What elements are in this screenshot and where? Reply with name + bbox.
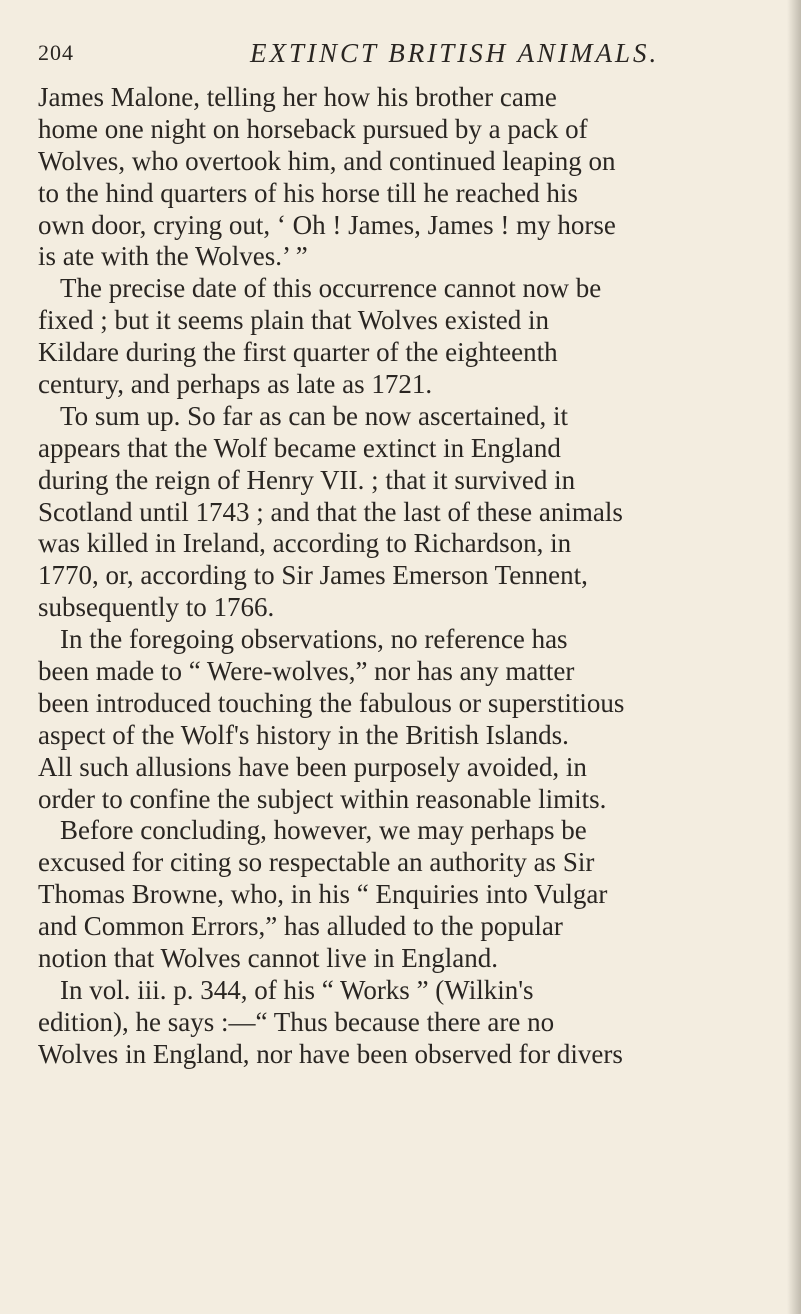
page-edge-shadow (787, 0, 801, 1314)
text-line: James Malone, telling her how his brother came (38, 82, 557, 112)
text-line: Wolves in England, nor have been observed for divers (38, 1038, 623, 1069)
text-line: The precise date of this occurrence cannot now be (60, 273, 602, 304)
page-number: 204 (38, 40, 74, 65)
text-line: subsequently to 1766. (38, 592, 275, 623)
text-line: notion that Wolves cannot live in England. (38, 943, 499, 974)
text-line: Kildare during the first quarter of the eighteenth (38, 337, 558, 368)
text-line: Wolves, who overtook him, and continued leaping on (38, 145, 616, 176)
text-line: appears that the Wolf became extinct in England (38, 432, 561, 463)
text-line: Before concluding, however, we may perhaps be (60, 815, 587, 846)
text-line: to the hind quarters of his horse till he reached his (38, 177, 578, 208)
text-line: been made to “ Were-wolves,” nor has any matter (38, 656, 575, 687)
text-line: home one night on horseback pursued by a pack of (38, 113, 588, 144)
text-line: In vol. iii. p. 344, of his “ Works ” (Wilkin's (60, 974, 534, 1005)
text-line: edition), he says :—“ Thus because there are no (38, 1006, 555, 1037)
text-line: was killed in Ireland, according to Richardson, in (38, 528, 572, 559)
text-line: Thomas Browne, who, in his “ Enquiries into Vulgar (38, 879, 608, 910)
body-text (38, 82, 783, 1071)
text-line: own door, crying out, ‘ Oh ! James, James ! my horse (38, 209, 616, 240)
text-line: Scotland until 1743 ; and that the last of these animals (38, 496, 623, 527)
text-line: is ate with the Wolves.’ ” (38, 241, 308, 272)
text-line: century, and perhaps as late as 1721. (38, 369, 433, 400)
running-title: EXTINCT BRITISH ANIMALS. (250, 38, 660, 68)
text-line: during the reign of Henry VII. ; that it survived in (38, 464, 576, 495)
text-line: 1770, or, according to Sir James Emerson Tennent, (38, 560, 588, 591)
text-line: order to confine the subject within reasonable limits. (38, 783, 607, 814)
text-line: fixed ; but it seems plain that Wolves existed in (38, 305, 549, 336)
text-line: aspect of the Wolf's history in the British Islands. (38, 719, 569, 750)
text-line: been introduced touching the fabulous or superstitious (38, 687, 625, 718)
text-line: excused for citing so respectable an authority as Sir (38, 847, 595, 878)
text-line: and Common Errors,” has alluded to the popular (38, 911, 563, 942)
text-line: To sum up. So far as can be now ascertained, it (60, 400, 568, 431)
text-line: In the foregoing observations, no reference has (60, 624, 568, 655)
text-line: All such allusions have been purposely avoided, in (38, 751, 587, 782)
